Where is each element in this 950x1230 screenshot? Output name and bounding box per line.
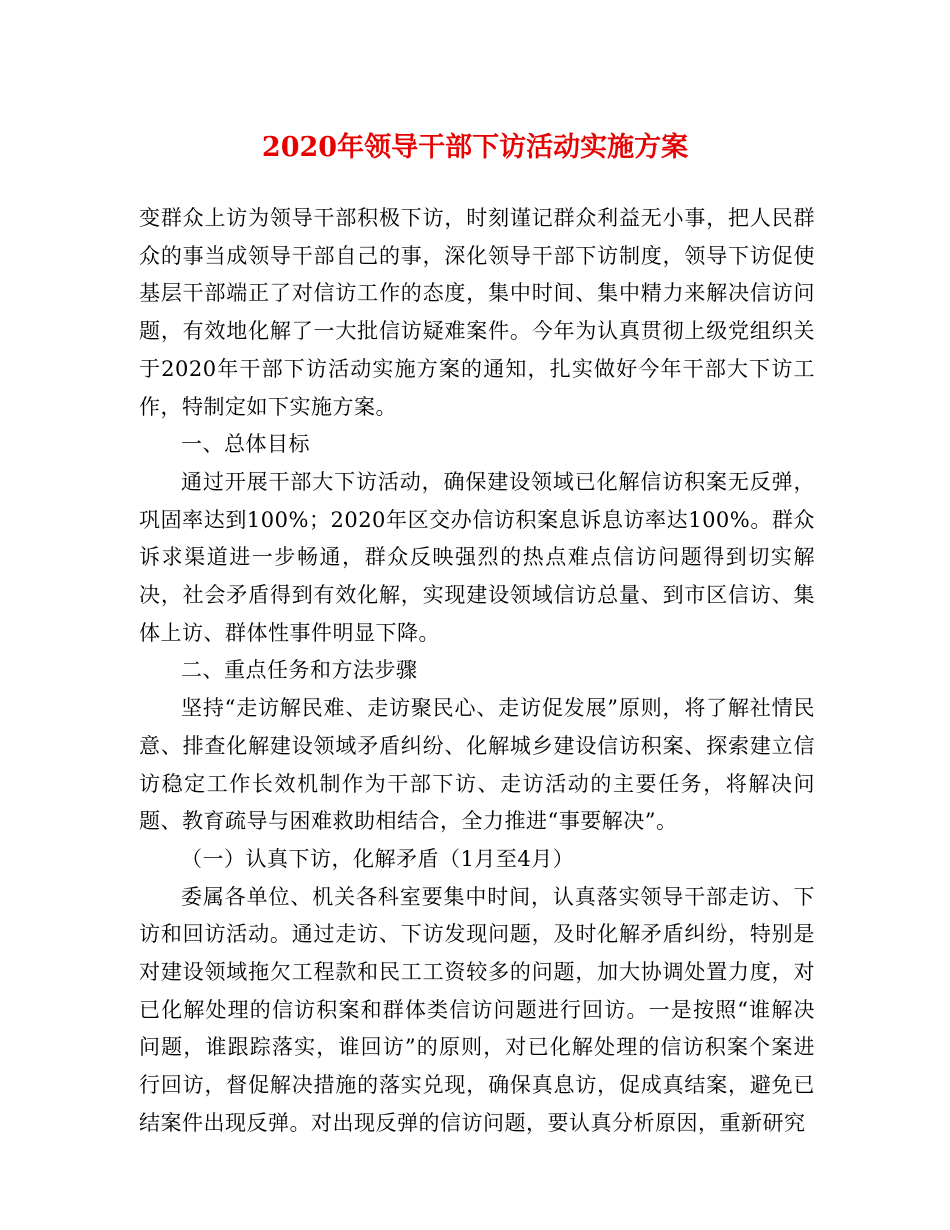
- section-heading-key-tasks: 二、重点任务和方法步骤: [181, 658, 418, 683]
- paragraph-intro: 变群众上访为领导干部积极下访，时刻谨记群众利益无小事，把人民群众的事当成领导干部自己的事，深化领导干部下访制度，领导下访促使基层干部端正了对信访工作的态度，集中时间、集中精力来解决信访问题，有效地化解了一大批信访疑难案件。今年为认真贯彻上级党组织关于2020年干部下访活动实施方案的通知，扎实做好今年干部大下访工作，特制定如下实施方案。: [139, 206, 815, 419]
- paragraph-visits: 委属各单位、机关各科室要集中时间，认真落实领导干部走访、下访和回访活动。通过走访、下访发现问题，及时化解矛盾纠纷，特别是对建设领域拖欠工程款和民工工资较多的问题，加大协调处置力度，对已化解处理的信访积案和群体类信访问题进行回访。一是按照“谁解决问题，谁跟踪落实，谁回访”的原则，对已化解处理的信访积案个案进行回访，督促解决措施的落实兑现，确保真息访，促成真结案，避免已结案件出现反弹。对出现反弹的信访问题，要认真分析原因，重新研究: [139, 884, 815, 1135]
- document-body: [139, 200, 815, 1143]
- section-heading-overall-goal: 一、总体目标: [181, 432, 310, 457]
- subsection-heading-visits: （一）认真下访，化解矛盾（1月至4月）: [181, 846, 575, 871]
- document-title: 2020年领导干部下访活动实施方案: [261, 132, 689, 163]
- paragraph-overall-goal: 通过开展干部大下访活动，确保建设领域已化解信访积案无反弹，巩固率达到100%；2020年区交办信访积案息诉息访率达100%。群众诉求渠道进一步畅通，群众反映强烈的热点难点信访问题得到切实解决，社会矛盾得到有效化解，实现建设领域信访总量、到市区信访、集体上访、群体性事件明显下降。: [139, 469, 815, 645]
- paragraph-key-tasks: 坚持“走访解民难、走访聚民心、走访促发展”原则，将了解社情民意、排查化解建设领域矛盾纠纷、化解城乡建设信访积案、探索建立信访稳定工作长效机制作为干部下访、走访活动的主要任务，将解决问题、教育疏导与困难救助相结合，全力推进“事要解决”。: [139, 696, 815, 834]
